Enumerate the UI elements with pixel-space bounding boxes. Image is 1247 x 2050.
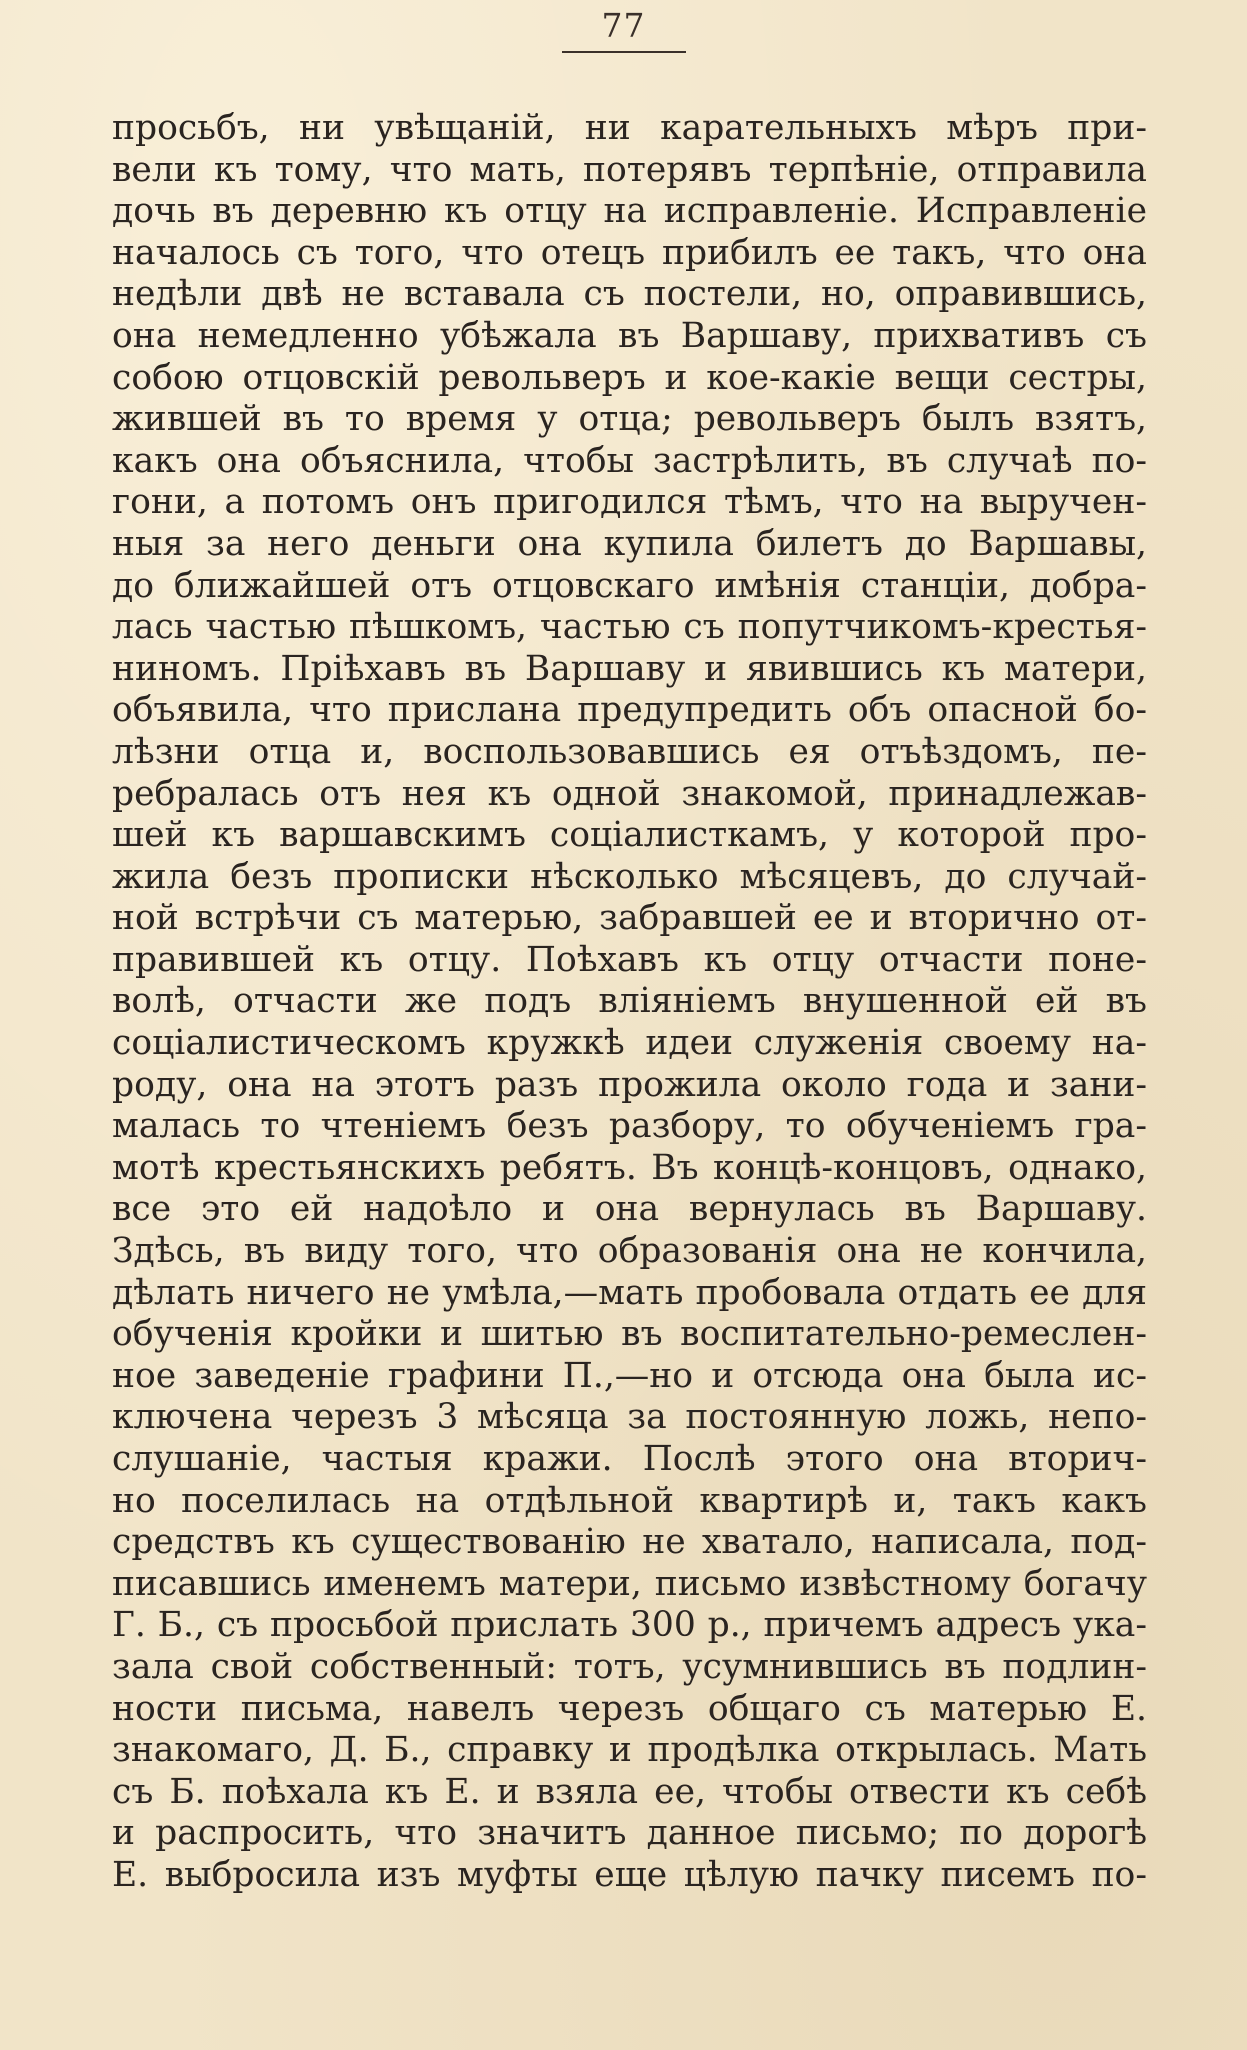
text-line: ниномъ. Пріѣхавъ въ Варшаву и явившись къ матери, xyxy=(112,648,1147,689)
text-line: какъ она объяснила, чтобы застрѣлить, въ случаѣ по- xyxy=(112,440,1147,481)
text-line: она немедленно убѣжала въ Варшаву, прихвативъ съ xyxy=(112,315,1147,356)
text-line: волѣ, отчасти же подъ вліяніемъ внушенной ей въ xyxy=(112,981,1147,1022)
text-line: роду, она на этотъ разъ прожила около года и зани- xyxy=(112,1064,1147,1105)
text-line: слушаніе, частыя кражи. Послѣ этого она вторич- xyxy=(112,1439,1147,1479)
text-line: жившей въ то время у отца; револьверъ былъ взятъ, xyxy=(112,399,1147,440)
text-line: ныя за него деньги она купила билетъ до Варшавы, xyxy=(112,523,1147,564)
text-line: просьбъ, ни увѣщаній, ни карательныхъ мѣръ при- xyxy=(112,108,1147,148)
text-line: началось съ того, что отецъ прибилъ ее такъ, что она xyxy=(112,232,1147,273)
text-line: жила безъ прописки нѣсколько мѣсяцевъ, до случай- xyxy=(112,856,1147,897)
body-text xyxy=(112,108,1147,1897)
text-line: дочь въ деревню къ отцу на исправленіе. Исправленіе xyxy=(112,191,1147,232)
text-line: ности письма, навелъ черезъ общаго съ матерью Е. xyxy=(112,1688,1147,1729)
text-line: соціалистическомъ кружкѣ идеи служенія своему на- xyxy=(112,1023,1147,1064)
text-line: обученія кройки и шитью въ воспитательно-ремеслен- xyxy=(112,1314,1147,1355)
text-line: малась то чтеніемъ безъ разбору, то обученіемъ гра- xyxy=(112,1106,1147,1147)
text-line: но поселилась на отдѣльной квартирѣ и, такъ какъ xyxy=(112,1480,1147,1521)
text-line: зала свой собственный: тотъ, усумнившись въ подлин- xyxy=(112,1646,1147,1687)
text-line: Здѣсь, въ виду того, что образованія она не кончила, xyxy=(112,1231,1147,1272)
text-line: Г. Б., съ просьбой прислать 300 р., причемъ адресъ ука- xyxy=(112,1605,1147,1646)
text-line: все это ей надоѣло и она вернулась въ Варшаву. xyxy=(112,1189,1147,1230)
text-line: Е. выбросила изъ муфты еще цѣлую пачку писемъ по- xyxy=(112,1854,1147,1895)
text-line: дѣлать ничего не умѣла,—мать пробовала отдать ее для xyxy=(112,1272,1147,1313)
text-line: ребралась отъ нея къ одной знакомой, принадлежав- xyxy=(112,773,1147,814)
text-line: ное заведеніе графини П.,—но и отсюда она была ис- xyxy=(112,1355,1147,1396)
text-line: мотѣ крестьянскихъ ребятъ. Въ концѣ-концовъ, однако, xyxy=(112,1147,1147,1188)
text-line: знакомаго, Д. Б., справку и продѣлка открылась. Мать xyxy=(112,1730,1147,1771)
text-line: вели къ тому, что мать, потерявъ терпѣніе, отправила xyxy=(112,149,1147,190)
text-line: объявила, что прислана предупредить объ опасной бо- xyxy=(112,690,1147,731)
text-line: гони, а потомъ онъ пригодился тѣмъ, что на выручен- xyxy=(112,482,1147,523)
text-line: недѣли двѣ не вставала съ постели, но, оправившись, xyxy=(112,274,1147,315)
text-line: и распросить, что значитъ данное письмо; по дорогѣ xyxy=(112,1813,1147,1854)
text-line: средствъ къ существованію не хватало, написала, под- xyxy=(112,1522,1147,1563)
text-line: ключена черезъ 3 мѣсяца за постоянную ложь, непо- xyxy=(112,1397,1147,1438)
text-line: собою отцовскій револьверъ и кое-какіе вещи сестры, xyxy=(112,357,1147,398)
text-line: съ Б. поѣхала къ Е. и взяла ее, чтобы отвести къ себѣ xyxy=(112,1771,1147,1812)
text-line: лѣзни отца и, воспользовавшись ея отъѣздомъ, пе- xyxy=(112,731,1147,772)
text-line: лась частью пѣшкомъ, частью съ попутчикомъ-крестья- xyxy=(112,607,1147,648)
text-line: до ближайшей отъ отцовскаго имѣнія станціи, добра- xyxy=(112,565,1147,606)
text-line: писавшись именемъ матери, письмо извѣстному богачу xyxy=(112,1563,1147,1604)
text-line: ной встрѣчи съ матерью, забравшей ее и вторично от- xyxy=(112,898,1147,939)
page-header xyxy=(0,6,1247,53)
page-number: 77 xyxy=(562,6,686,53)
text-line: шей къ варшавскимъ соціалисткамъ, у которой про- xyxy=(112,815,1147,856)
text-line: правившей къ отцу. Поѣхавъ къ отцу отчасти поне- xyxy=(112,939,1147,980)
